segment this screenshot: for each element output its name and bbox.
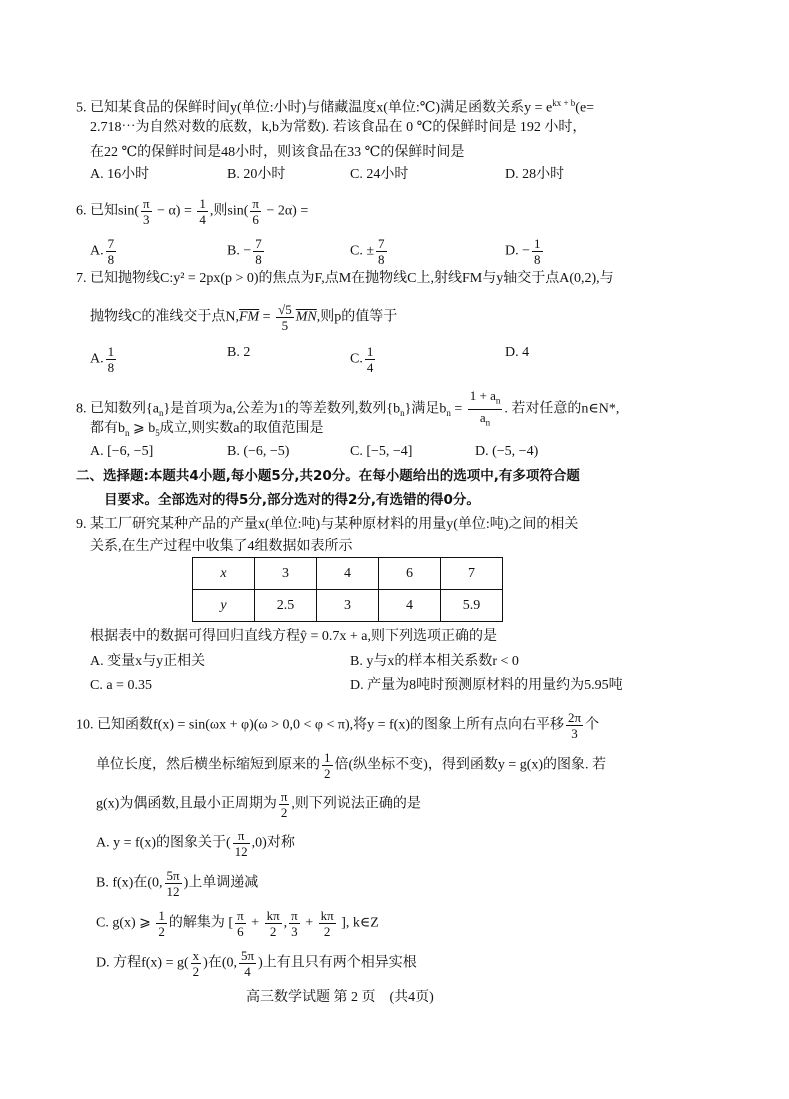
q10-c-f1d: 6 [237, 924, 244, 939]
q7-option-c [350, 344, 377, 375]
table-cell: 4 [379, 590, 441, 622]
q5-option-c: C. 24小时 [350, 167, 409, 182]
q10-b-pre: B. f(x)在(0, [96, 875, 163, 891]
q8-option-d: D. (−5, −4) [475, 444, 539, 459]
q8-l2-sub-n: n [125, 427, 130, 438]
q6-b-label: B. − [227, 243, 252, 259]
q10-d-num2: 5π [240, 948, 255, 963]
q6-fraction-1 [141, 196, 152, 227]
q10-line1 [76, 710, 599, 741]
q9-option-a: A. 变量x与y正相关 [90, 654, 206, 669]
q7-c-den: 4 [366, 360, 374, 375]
q10-l1-den: 3 [571, 726, 578, 741]
q10-c-comma: , [283, 915, 288, 931]
q8-l2-c: 成立,则实数a的取值范围是 [159, 421, 324, 436]
q5-option-b: B. 20小时 [227, 167, 286, 182]
table-cell: 7 [441, 558, 503, 590]
q6-c-frac [376, 236, 387, 267]
page-footer: 高三数学试题 第 2 页 (共4页) [246, 990, 434, 1005]
q7-option-b: B. 2 [227, 345, 251, 360]
q10-l3-a: g(x)为偶函数,且最小正周期为 [96, 796, 277, 812]
q6-d-label: D. − [505, 243, 531, 259]
q10-l1-num: 2π [568, 710, 582, 725]
q8-num-text: 1 + a [469, 388, 496, 403]
section2-heading-line2: 目要求。全部选对的得5分,部分选对的得2分,有选错的得0分。 [104, 492, 480, 508]
q7-text-b: ,则p的值等于 [316, 309, 398, 325]
table-cell [193, 558, 255, 590]
q8-den [468, 410, 503, 431]
q10-l2-frac [322, 750, 333, 781]
q6-fraction-2 [197, 196, 208, 227]
table-cell: 5.9 [441, 590, 503, 622]
table-cell: 4 [317, 558, 379, 590]
q8-sub-3: n [446, 408, 451, 419]
q10-a-pre: A. y = f(x)的图象关于( [96, 835, 231, 851]
table-row [193, 558, 503, 590]
q6-f1-num: π [143, 196, 150, 211]
q7-c-label: C. [350, 351, 363, 367]
q10-l3-b: ,则下列说法正确的是 [291, 796, 421, 812]
q6-a-frac [106, 236, 117, 267]
q10-c-f3d: 3 [291, 924, 298, 939]
q10-c-f1n: π [237, 908, 244, 923]
q5-option-a: A. 16小时 [90, 167, 150, 182]
q8-t4: . 若对任意的n∈N*, [504, 401, 620, 417]
q6-prefix: 6. 已知sin( [76, 203, 139, 219]
q8-option-b: B. (−6, −5) [227, 444, 290, 459]
q7-eq: = [259, 309, 275, 325]
q6-tail: − 2α) = [262, 203, 309, 219]
table-cell: 2.5 [255, 590, 317, 622]
q6-option-a [90, 236, 118, 267]
q8-t1: 8. 已知数列{a [76, 401, 159, 417]
q10-c-f3n: π [291, 908, 298, 923]
q6-b-frac [253, 236, 264, 267]
q10-b-num: 5π [166, 868, 180, 883]
q10-c-frac2 [265, 908, 282, 939]
q6-d-den: 8 [534, 252, 541, 267]
table-cell: 3 [317, 590, 379, 622]
q10-b-frac [165, 868, 182, 899]
q7-vector-mn: $\overline{MN}$ [295, 309, 317, 325]
q10-l3-frac [279, 789, 290, 820]
q10-c-f4d: 2 [323, 924, 331, 939]
q10-option-a [96, 828, 295, 859]
q10-c-frac1 [235, 908, 246, 939]
q6-f2-num: 1 [199, 196, 206, 211]
q10-l1-text: 10. 已知函数f(x) = sin(ωx + φ)(ω > 0,0 < φ < π),将y = f(x)的图象上所有点向右平移 [76, 717, 564, 733]
q7-fraction [276, 302, 294, 333]
q10-d-den2: 4 [244, 964, 251, 979]
q10-b-post: )上单调递减 [183, 875, 259, 891]
q10-d-pre: D. 方程f(x) = g( [96, 955, 189, 971]
table-cell: 6 [379, 558, 441, 590]
q7-den: 5 [281, 318, 289, 333]
q8-den-sub: n [485, 417, 491, 428]
cell-text: y [220, 597, 227, 613]
q8-sub-2: n [400, 408, 405, 419]
table-cell [193, 590, 255, 622]
q6-d-num: 1 [534, 236, 541, 251]
q6-f2-den: 4 [199, 212, 206, 227]
q8-line2 [90, 420, 323, 442]
q7-sqrt: √5 [278, 302, 292, 317]
q10-l3-den: 2 [280, 805, 288, 820]
q10-a-num: π [233, 828, 250, 844]
q9-option-c: C. a = 0.35 [90, 678, 152, 693]
q9-line3: 根据表中的数据可得回归直线方程ŷ = 0.7x + a,则下列选项正确的是 [90, 629, 498, 644]
q5-line2: 2.718⋯为自然对数的底数，k,b为常数). 若该食品在 0 ℃的保鲜时间是 192 小时， [90, 120, 587, 135]
q7-line2 [90, 302, 397, 333]
q8-l2-b: ⩾ b [129, 421, 156, 436]
q5-text-1: 5. 已知某食品的保鲜时间y(单位:小时)与储藏温度x(单位:℃)满足函数关系y = e [76, 100, 553, 116]
q8-den-text: a [479, 409, 486, 425]
q10-d-num1: x [192, 948, 200, 963]
q5-line1 [76, 94, 594, 118]
table-row [193, 590, 503, 622]
q10-c-plus1: + [247, 915, 263, 931]
q10-c-mid: 的解集为 [ [168, 915, 234, 931]
q10-c-frac4 [319, 908, 336, 939]
q10-a-post: ,0)对称 [251, 835, 295, 851]
q8-num [468, 388, 503, 410]
q6-option-c [350, 236, 389, 267]
q8-sub-1: n [158, 408, 164, 419]
q10-d-mid: )在(0, [203, 955, 237, 971]
q10-l2-b: 倍(纵坐标不变)，得到函数y = g(x)的图象. 若 [334, 757, 607, 773]
q7-a-label: A. [90, 351, 104, 367]
q10-c-pre: C. g(x) ⩾ [96, 915, 155, 931]
q10-l1-frac [566, 710, 583, 741]
q10-l2-num: 1 [324, 750, 331, 765]
q8-option-c: C. [−5, −4] [350, 444, 413, 459]
q5-exponent: kx + b [552, 98, 576, 108]
q10-c-plus2: + [301, 915, 317, 931]
q10-option-c [96, 908, 379, 939]
q8-num-sub: n [495, 395, 501, 406]
q5-option-d: D. 28小时 [505, 167, 565, 182]
q7-a-num: 1 [107, 344, 115, 359]
q5-text-1-tail: (e= [575, 100, 595, 116]
q8-l2-a: 都有b [90, 421, 125, 436]
q7-a-frac [106, 344, 117, 375]
q10-c-frac3 [289, 908, 300, 939]
q10-c-post: ], k∈Z [337, 915, 379, 931]
q6-option-d [505, 236, 545, 267]
q10-c-num0: 1 [158, 908, 165, 923]
section2-heading-line1: 二、选择题:本题共4小题,每小题5分,共20分。在每小题给出的选项中,有多项符合题 [76, 468, 580, 484]
q6-a-label: A. [90, 243, 104, 259]
q10-d-post: )上有且只有两个相异实根 [258, 955, 417, 971]
q10-d-frac2 [239, 948, 256, 979]
table-cell: 3 [255, 558, 317, 590]
q6-f3-den: 6 [252, 212, 259, 227]
q9-data-table [192, 557, 503, 622]
q10-c-f2d: 2 [269, 924, 277, 939]
q8-t2: }是首项为a,公差为1的等差数列,数列{b [163, 401, 401, 417]
q10-line3 [96, 789, 421, 820]
q6-d-frac [532, 236, 543, 267]
q6-option-b [227, 236, 266, 267]
q10-c-frac0 [156, 908, 167, 939]
q7-vector-fm: $\overline{FM}$ [238, 309, 260, 325]
q10-option-d [96, 948, 417, 979]
q10-line2 [96, 750, 606, 781]
q10-l2-den: 2 [324, 766, 331, 781]
q10-c-f2n: kπ [266, 908, 280, 923]
q10-d-frac1 [191, 948, 202, 979]
q6-stem [76, 196, 308, 227]
q10-l2-a: 单位长度，然后横坐标缩短到原来的 [96, 757, 320, 773]
q10-c-den0: 2 [158, 924, 165, 939]
q7-option-d: D. 4 [505, 345, 530, 360]
q9-option-b: B. y与x的样本相关系数r < 0 [350, 654, 519, 669]
cell-text: x [220, 565, 227, 581]
q10-option-b [96, 868, 258, 899]
q6-b-num: 7 [255, 236, 262, 251]
q8-l2-sub-5: 5 [155, 427, 160, 438]
q7-text-a: 抛物线C的准线交于点N, [90, 309, 239, 325]
q10-a-frac [233, 828, 250, 859]
q5-line3: 在22 ℃的保鲜时间是48小时，则该食品在33 ℃的保鲜时间是 [90, 145, 465, 160]
q10-d-den1: 2 [192, 964, 200, 979]
q10-l3-num: π [280, 789, 288, 804]
q6-f1-den: 3 [143, 212, 150, 227]
q8-t3: }满足b [404, 401, 447, 417]
q9-option-d: D. 产量为8吨时预测原材料的用量约为5.95吨 [350, 678, 623, 693]
q10-b-den: 12 [166, 884, 180, 899]
q10-c-f4n: kπ [320, 908, 334, 923]
q7-a-den: 8 [107, 360, 115, 375]
q6-mid1: − α) = [153, 203, 196, 219]
q10-a-den: 12 [234, 844, 248, 859]
q7-radicand: 5 [285, 302, 292, 317]
q8-option-a: A. [−6, −5] [90, 444, 154, 459]
q7-option-a [90, 344, 118, 375]
q6-a-den: 8 [107, 252, 115, 267]
q6-b-den: 8 [255, 252, 262, 267]
q7-c-num: 1 [366, 344, 374, 359]
q9-line2: 关系,在生产过程中收集了4组数据如表所示 [90, 539, 353, 554]
q10-l1-tail: 个 [585, 717, 600, 733]
q6-a-num: 7 [107, 236, 115, 251]
q8-fraction [468, 388, 503, 430]
q7-line1: 7. 已知抛物线C:y² = 2px(p > 0)的焦点为F,点M在抛物线C上,射线FM与y轴交于点A(0,2),与 [76, 271, 614, 286]
q6-mid2: ,则sin( [209, 203, 249, 219]
q6-c-num: 7 [378, 236, 385, 251]
q6-fraction-3 [250, 196, 261, 227]
q8-eq: = [450, 401, 466, 417]
q7-c-frac [365, 344, 376, 375]
q6-c-den: 8 [378, 252, 385, 267]
q6-f3-num: π [252, 196, 259, 211]
q6-c-label: C. ± [350, 243, 375, 259]
q9-line1: 9. 某工厂研究某种产品的产量x(单位:吨)与某种原材料的用量y(单位:吨)之间的相关 [76, 517, 579, 532]
